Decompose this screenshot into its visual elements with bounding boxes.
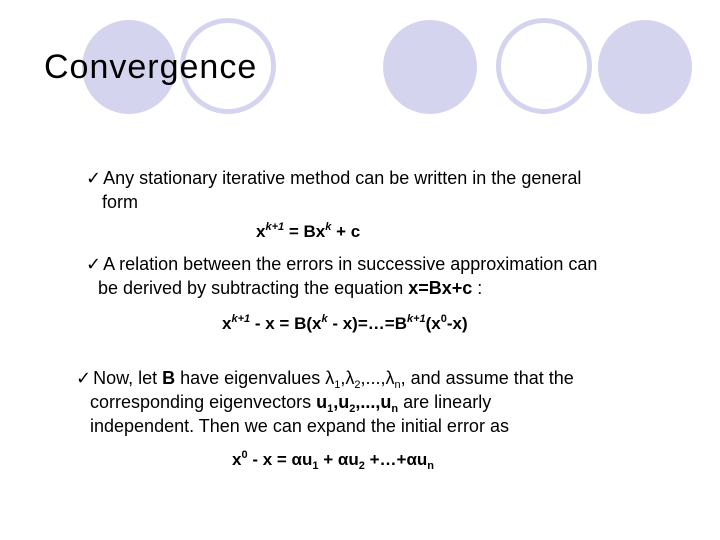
equation-3: $x^0 - x = \alpha u_1 + \alpha u_2$ $+\dots+\alpha u_n$ <box>232 449 435 472</box>
equation-1: $x^{k+1} = Bx^k + c$ <box>256 221 361 241</box>
decor-circle-3 <box>598 20 692 114</box>
slide-title: Convergence <box>44 48 258 86</box>
bullet-1: ✓ Any stationary iterative method can be written in the general form <box>86 168 582 212</box>
equation-2: $x^{k+1} - x = B(x^k$ - $x)=\dots=B^{k+1}(x^0-x)$ <box>222 313 468 333</box>
decor-circle-2 <box>383 20 477 114</box>
check-icon: ✓ <box>86 254 102 274</box>
check-icon: ✓ <box>76 368 92 388</box>
check-icon: ✓ <box>86 168 102 188</box>
bullet-2: ✓ A relation between the errors in successive approximation can be derived by subtracting the equation x=Bx+c : <box>86 254 598 298</box>
decor-ring-2 <box>496 18 592 114</box>
bullet-3: ✓ Now, let B have eigenvalues $\lambda_1,\lambda_2,...,\lambda_n$, and assume that the corresponding eigenvectors $u_1,u_2,...,u_n$ are linearly independent. Then we can expand the initial error as <box>76 368 574 436</box>
